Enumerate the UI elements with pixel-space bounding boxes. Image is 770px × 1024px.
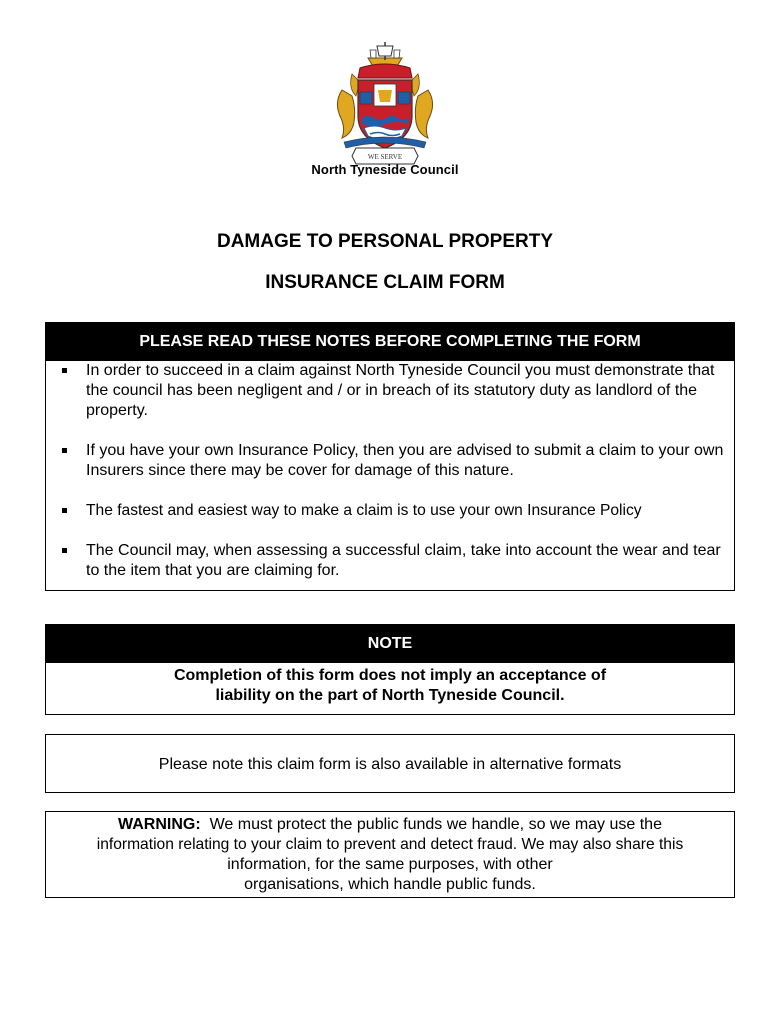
note-item — [86, 361, 730, 421]
warning-line2: information relating to your claim to prevent and detect fraud. We may also share this — [96, 836, 684, 853]
bullet-square-icon — [62, 508, 67, 513]
alternative-formats-box — [45, 734, 735, 793]
crest-icon — [330, 38, 440, 166]
bullet-square-icon — [62, 368, 67, 373]
note-box — [45, 624, 735, 715]
warning-line3: information, for the same purposes, with other — [227, 856, 553, 873]
council-name: North Tyneside Council — [311, 162, 459, 177]
warning-label: WARNING: — [118, 816, 201, 833]
note-item-text: If you have your own Insurance Policy, then you are advised to submit a claim to your own Insurers since there may be cover for damage of this nature. — [86, 442, 724, 479]
note-item-text: In order to succeed in a claim against North Tyneside Council you must demonstrate that the council has been negligent and / or in breach of its statutory duty as landlord of the property. — [86, 362, 715, 419]
bullet-square-icon — [62, 448, 67, 453]
note-body — [46, 663, 734, 706]
form-title-line1: DAMAGE TO PERSONAL PROPERTY — [216, 231, 554, 252]
warning-body — [46, 812, 734, 895]
notes-box — [45, 322, 735, 591]
note-item — [86, 441, 730, 481]
note-heading: NOTE — [46, 625, 734, 663]
note-text-line1: Completion of this form does not imply an acceptance of — [173, 667, 607, 684]
note-item — [86, 541, 730, 581]
alternative-formats-text: Please note this claim form is also available in alternative formats — [158, 756, 622, 773]
warning-line1: We must protect the public funds we handle, so we may use the — [209, 816, 662, 833]
form-title-line2: INSURANCE CLAIM FORM — [265, 272, 505, 293]
crest-motto-text: WE SERVE — [367, 153, 403, 161]
note-text-line2: liability on the part of North Tyneside Council. — [215, 687, 565, 704]
notes-heading: PLEASE READ THESE NOTES BEFORE COMPLETING THE FORM — [46, 323, 734, 361]
warning-box — [45, 811, 735, 898]
council-crest-logo — [330, 38, 440, 166]
note-item — [86, 501, 734, 521]
note-item-text: The fastest and easiest way to make a claim is to use your own Insurance Policy — [86, 502, 642, 519]
warning-line4: organisations, which handle public funds. — [244, 876, 536, 893]
note-item-text: The Council may, when assessing a successful claim, take into account the wear and tear to the item that you are claiming for. — [86, 542, 721, 579]
bullet-square-icon — [62, 548, 67, 553]
